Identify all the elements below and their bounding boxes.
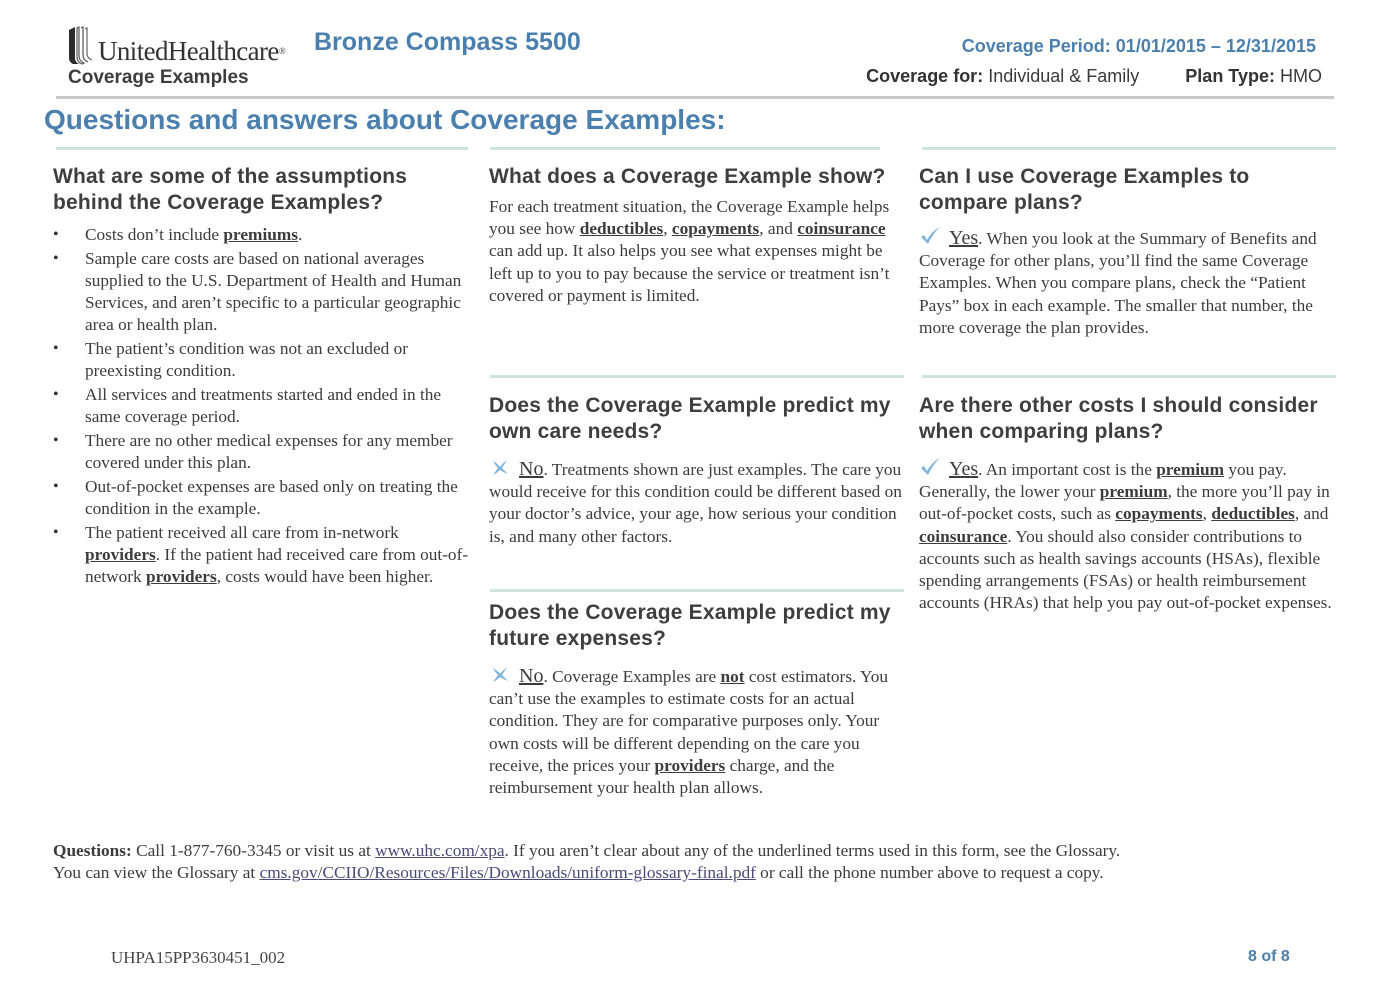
- assumptions-section: [53, 164, 473, 590]
- column-divider: [490, 147, 880, 150]
- questions-footer: [53, 840, 1323, 884]
- section-body: Yes. An important cost is the premium you pay. Generally, the lower your premium, the more you’ll pay in out-of-pocket costs, such as copayments, deductibles, and coinsurance. You should also consider contributions to accounts such as health savings accounts (HSAs), flexible spending arrangements (FSAs) or health reimbursement accounts (HRAs) that help you pay out-of-pocket expenses.: [919, 458, 1332, 613]
- list-item: • Out-of-pocket expenses are based only on treating the condition in the example.: [53, 476, 473, 520]
- uhc-logo-icon: [66, 24, 94, 66]
- predict-expenses-section: [489, 600, 903, 799]
- section-heading: What does a Coverage Example show?: [489, 165, 886, 188]
- section-body: No. Treatments shown are just examples. The care you would receive for this condition could be different based on your doctor’s advice, your age, how serious your condition is, and many other factors.: [489, 458, 902, 546]
- section-body: No. Coverage Examples are not cost estimators. You can’t use the examples to estimate costs for an actual condition. They are for comparative purposes only. Your own costs will be different depending on the care you receive, the prices your providers charge, and the reimbursement your health plan allows.: [489, 665, 889, 798]
- glossary-term-copayments[interactable]: copayments: [1115, 504, 1203, 524]
- glossary-term-coinsurance[interactable]: coinsurance: [797, 219, 886, 239]
- list-item: • All services and treatments started and ended in the same coverage period.: [53, 384, 473, 428]
- answer-no: No: [519, 665, 544, 687]
- glossary-term-premium[interactable]: premium: [1099, 482, 1168, 502]
- other-costs-section: [919, 393, 1337, 614]
- section-heading: Does the Coverage Example predict my own care needs?: [489, 394, 891, 443]
- glossary-term-providers[interactable]: providers: [654, 755, 726, 775]
- coverage-for-value: Individual & Family: [988, 66, 1140, 86]
- compare-plans-section: [919, 164, 1337, 339]
- answer-yes: Yes: [949, 458, 979, 480]
- section-body: Yes. When you look at the Summary of Benefits and Coverage for other plans, you’ll find the same Coverage Examples. When you compare plans, check the “Patient Pays” box in each example. The smaller that number, the more coverage the plan provides.: [919, 227, 1317, 337]
- column-divider: [56, 147, 468, 150]
- check-icon: [919, 457, 941, 477]
- plan-type-value: HMO: [1280, 66, 1322, 86]
- document-subtitle: Coverage Examples: [68, 67, 249, 88]
- section-heading: What are some of the assumptions behind the Coverage Examples?: [53, 165, 408, 214]
- glossary-term-coinsurance[interactable]: coinsurance: [919, 526, 1008, 546]
- section-divider: [490, 375, 904, 378]
- glossary-link[interactable]: cms.gov/CCIIO/Resources/Files/Downloads/uniform-glossary-final.pdf: [259, 863, 756, 883]
- plan-name: Bronze Compass 5500: [314, 28, 581, 56]
- glossary-term-premium[interactable]: premium: [1156, 460, 1225, 479]
- what-show-section: [489, 164, 903, 307]
- list-item: • The patient received all care from in-network providers. If the patient had received care from out-of-network providers, costs would have been higher.: [53, 522, 473, 589]
- coverage-info-row: [866, 66, 1322, 87]
- document-code: UHPA15PP3630451_002: [111, 948, 286, 967]
- section-divider: [922, 375, 1336, 378]
- section-body: For each treatment situation, the Coverage Example helps you see how deductibles, copayments, and coinsurance can add up. It also helps you see what expenses might be left up to you to pay because the service or treatment isn’t covered or payment is limited.: [489, 197, 890, 305]
- check-icon: [919, 226, 941, 246]
- predict-needs-section: [489, 393, 903, 548]
- coverage-period: [962, 36, 1316, 57]
- brand-name: UnitedHealthcare®: [98, 36, 286, 66]
- section-heading: Does the Coverage Example predict my future expenses?: [489, 601, 891, 650]
- footer-line-1: Questions: Call 1-877-760-3345 or visit us at www.uhc.com/xpa. If you aren’t clear about any of the underlined terms used in this form, see the Glossary.: [53, 841, 1121, 860]
- list-item: • There are no other medical expenses for any member covered under this plan.: [53, 430, 473, 474]
- list-item: • Sample care costs are based on national averages supplied to the U.S. Department of Health and Human Services, and aren’t specific to a particular geographic area or health plan.: [53, 248, 473, 337]
- glossary-term-copayments[interactable]: copayments: [671, 219, 760, 239]
- uhc-website-link[interactable]: www.uhc.com/xpa: [375, 841, 505, 860]
- coverage-period-label: Coverage Period:: [961, 36, 1111, 56]
- column-divider: [922, 147, 1336, 150]
- list-item: • The patient’s condition was not an excluded or preexisting condition.: [53, 338, 473, 382]
- x-icon: [489, 457, 511, 477]
- header-divider: [56, 96, 1334, 99]
- glossary-term-deductibles[interactable]: deductibles: [1211, 504, 1295, 524]
- answer-yes: Yes: [949, 227, 979, 249]
- glossary-term-premiums[interactable]: premiums: [223, 225, 298, 244]
- x-icon: [489, 664, 511, 684]
- coverage-period-value: 01/01/2015 – 12/31/2015: [1115, 36, 1316, 56]
- glossary-term-providers[interactable]: providers: [85, 544, 156, 564]
- section-heading: Are there other costs I should consider when comparing plans?: [919, 394, 1318, 443]
- list-item: • Costs don’t include premiums.: [53, 224, 473, 246]
- questions-label: Questions:: [53, 841, 132, 860]
- assumptions-list: [53, 224, 473, 588]
- coverage-for-label: Coverage for:: [866, 66, 984, 86]
- page-indicator: 8 of 8: [1248, 948, 1290, 965]
- page-title: Questions and answers about Coverage Examples:: [44, 104, 726, 135]
- section-divider: [490, 589, 904, 592]
- glossary-term-providers[interactable]: providers: [145, 567, 217, 587]
- section-heading: Can I use Coverage Examples to compare plans?: [919, 165, 1250, 214]
- answer-no: No: [519, 458, 544, 480]
- plan-type-label: Plan Type:: [1185, 66, 1275, 86]
- glossary-term-deductibles[interactable]: deductibles: [579, 219, 664, 239]
- footer-line-2: You can view the Glossary at cms.gov/CCIIO/Resources/Files/Downloads/uniform-glossary-final.pdf or call the phone number above to request a copy.: [53, 863, 1104, 883]
- uhc-logo: [66, 22, 285, 66]
- emphasis-not: not: [720, 667, 745, 686]
